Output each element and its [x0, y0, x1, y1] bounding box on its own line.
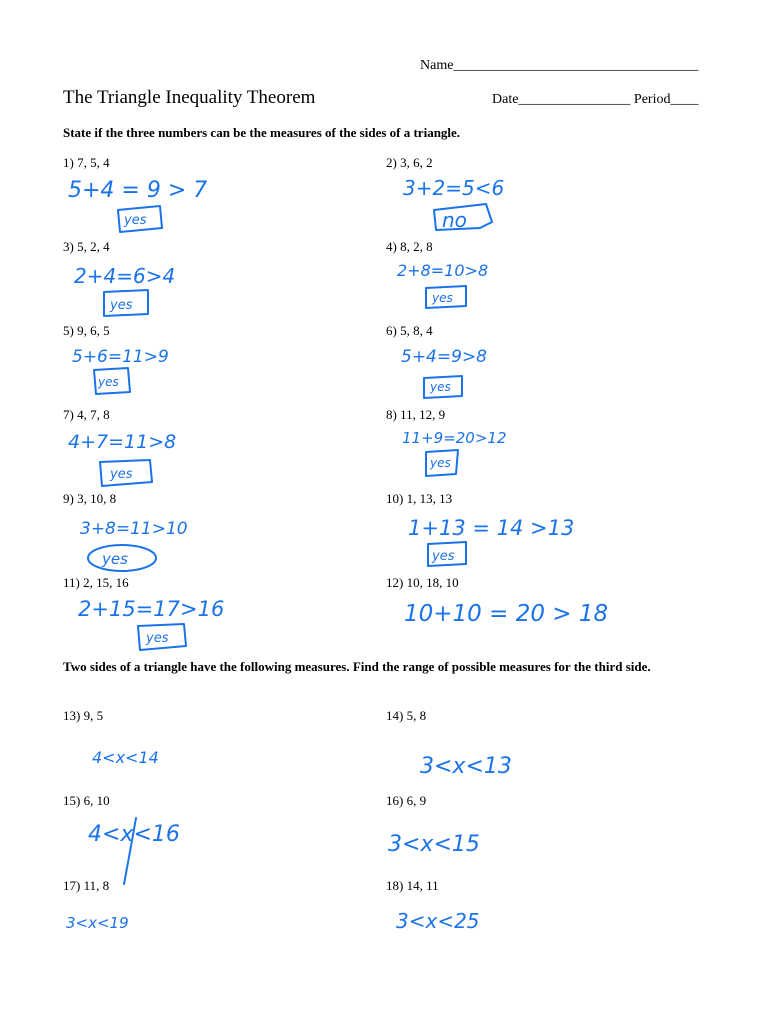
work-7: 4+7=11>8: [68, 431, 177, 453]
work-13: 4<x<14: [92, 748, 159, 767]
question-17: 17) 11, 8: [63, 878, 110, 893]
worksheet-title: The Triangle Inequality Theorem: [63, 87, 316, 108]
question-12: 12) 10, 18, 10: [386, 575, 459, 590]
answer-11: yes: [146, 631, 169, 646]
question-2: 2) 3, 6, 2: [386, 155, 433, 170]
work-8: 11+9=20>12: [402, 429, 507, 447]
section1-instruction: State if the three numbers can be the measures of the sides of a triangle.: [63, 125, 461, 140]
question-1: 1) 7, 5, 4: [63, 155, 110, 170]
section2-instruction: Two sides of a triangle have the following measures. Find the range of possible measures for the third side.: [63, 659, 651, 674]
name-field: Name___________________________________: [420, 58, 699, 73]
work-18: 3<x<25: [396, 909, 480, 933]
answer-1: yes: [124, 213, 147, 228]
stray-stroke: [124, 818, 136, 884]
work-5: 5+6=11>9: [72, 347, 169, 367]
answer-2: no: [442, 208, 467, 232]
question-15: 15) 6, 10: [63, 793, 110, 808]
answer-5: yes: [98, 375, 119, 389]
answer-box-10: [428, 542, 466, 566]
work-15: 4<x<16: [88, 822, 180, 847]
question-3: 3) 5, 2, 4: [63, 239, 110, 254]
answer-3: yes: [110, 298, 133, 313]
answer-box-11: [138, 624, 186, 650]
answer-box-1: [118, 206, 162, 232]
answer-box-2: [434, 204, 492, 230]
question-5: 5) 9, 6, 5: [63, 323, 110, 338]
work-11: 2+15=17>16: [78, 597, 225, 621]
question-16: 16) 6, 9: [386, 793, 427, 808]
answer-box-6: [424, 376, 462, 398]
question-9: 9) 3, 10, 8: [63, 491, 117, 506]
answer-box-8: [426, 450, 458, 476]
question-6: 6) 5, 8, 4: [386, 323, 433, 338]
answer-10: yes: [432, 549, 455, 564]
answer-box-3: [104, 290, 148, 316]
work-2: 3+2=5<6: [403, 176, 505, 200]
work-4: 2+8=10>8: [397, 261, 489, 280]
work-6: 5+4=9>8: [401, 347, 487, 367]
answer-box-4: [426, 286, 466, 308]
question-8: 8) 11, 12, 9: [386, 407, 446, 422]
date-period-field: Date________________ Period____: [492, 92, 699, 107]
work-9: 3+8=11>10: [80, 519, 188, 539]
answer-6: yes: [430, 380, 451, 394]
answer-9: yes: [102, 550, 128, 568]
question-14: 14) 5, 8: [386, 708, 427, 723]
work-12: 10+10 = 20 > 18: [404, 601, 609, 627]
answer-8: yes: [430, 456, 451, 470]
work-14: 3<x<13: [420, 754, 512, 779]
question-13: 13) 9, 5: [63, 708, 104, 723]
answer-box-5: [94, 368, 130, 394]
answer-7: yes: [110, 467, 133, 482]
answer-box-7: [100, 460, 152, 486]
work-10: 1+13 = 14 >13: [408, 516, 575, 540]
question-7: 7) 4, 7, 8: [63, 407, 110, 422]
question-11: 11) 2, 15, 16: [63, 575, 129, 590]
answer-4: yes: [432, 291, 453, 305]
question-10: 10) 1, 13, 13: [386, 491, 453, 506]
answer-circle-9: [88, 545, 156, 571]
work-16: 3<x<15: [388, 832, 480, 857]
work-1: 5+4 = 9 > 7: [68, 178, 208, 203]
question-18: 18) 14, 11: [386, 878, 439, 893]
work-3: 2+4=6>4: [74, 264, 176, 288]
work-17: 3<x<19: [66, 914, 129, 932]
question-4: 4) 8, 2, 8: [386, 239, 433, 254]
